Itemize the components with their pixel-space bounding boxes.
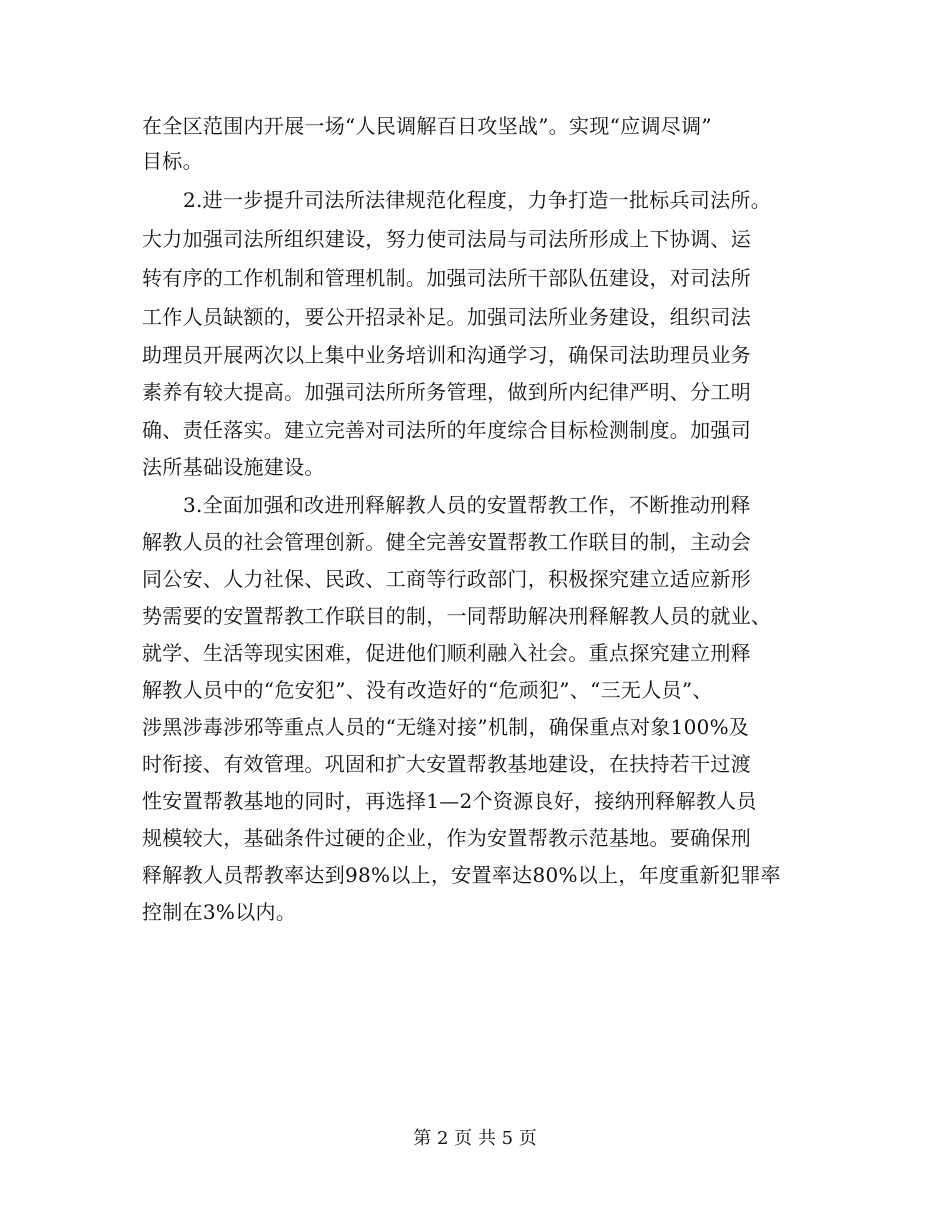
body-text-line: 法所基础设施建设。 (142, 455, 325, 479)
body-text-line: 时衔接、有效管理。巩固和扩大安置帮教基地建设，在扶持若干过渡 (142, 752, 751, 776)
body-text-line: 控制在3%以内。 (142, 900, 297, 924)
body-text-line: 解教人员中的“危安犯”、没有改造好的“危顽犯”、“三无人员”、 (142, 678, 713, 702)
body-text-line: 在全区范围内开展一场“人民调解百日攻坚战”。实现“应调尽调” (142, 114, 712, 138)
body-text-line: 性安置帮教基地的同时，再选择1—2个资源良好，接纳刑释解教人员 (142, 789, 757, 813)
body-text-line: 工作人员缺额的，要公开招录补足。加强司法所业务建设，组织司法 (142, 305, 751, 329)
body-text-line: 助理员开展两次以上集中业务培训和沟通学习，确保司法助理员业务 (142, 343, 751, 367)
body-text-line: 规模较大，基础条件过硬的企业，作为安置帮教示范基地。要确保刑 (142, 826, 751, 850)
body-text-line: 转有序的工作机制和管理机制。加强司法所干部队伍建设，对司法所 (142, 266, 751, 290)
body-text-line: 涉黑涉毒涉邪等重点人员的“无缝对接”机制，确保重点对象100%及 (142, 715, 750, 739)
body-text-line: 大力加强司法所组织建设，努力使司法局与司法所形成上下协调、运 (142, 227, 751, 251)
paragraph-3-start: 3.全面加强和改进刑释解教人员的安置帮教工作，不断推动刑释 (183, 493, 751, 517)
body-text-line: 素养有较大提高。加强司法所所务管理，做到所内纪律严明、分工明 (142, 380, 751, 404)
body-text-line: 目标。 (142, 149, 203, 173)
body-text-line: 同公安、人力社保、民政、工商等行政部门，积极探究建立适应新形 (142, 567, 751, 591)
body-text-line: 确、责任落实。建立完善对司法所的年度综合目标检测制度。加强司 (142, 418, 751, 442)
body-text-line: 释解教人员帮教率达到98%以上，安置率达80%以上，年度重新犯罪率 (142, 863, 781, 887)
paragraph-2-start: 2.进一步提升司法所法律规范化程度，力争打造一批标兵司法所。 (183, 188, 772, 212)
body-text-line: 解教人员的社会管理创新。健全完善安置帮教工作联目的制，主动会 (142, 530, 751, 554)
page-number-footer: 第 2 页 共 5 页 (413, 1128, 537, 1149)
body-text-line: 就学、生活等现实困难，促进他们顺利融入社会。重点探究建立刑释 (142, 641, 751, 665)
body-text-line: 势需要的安置帮教工作联目的制，一同帮助解决刑释解教人员的就业、 (142, 604, 772, 628)
